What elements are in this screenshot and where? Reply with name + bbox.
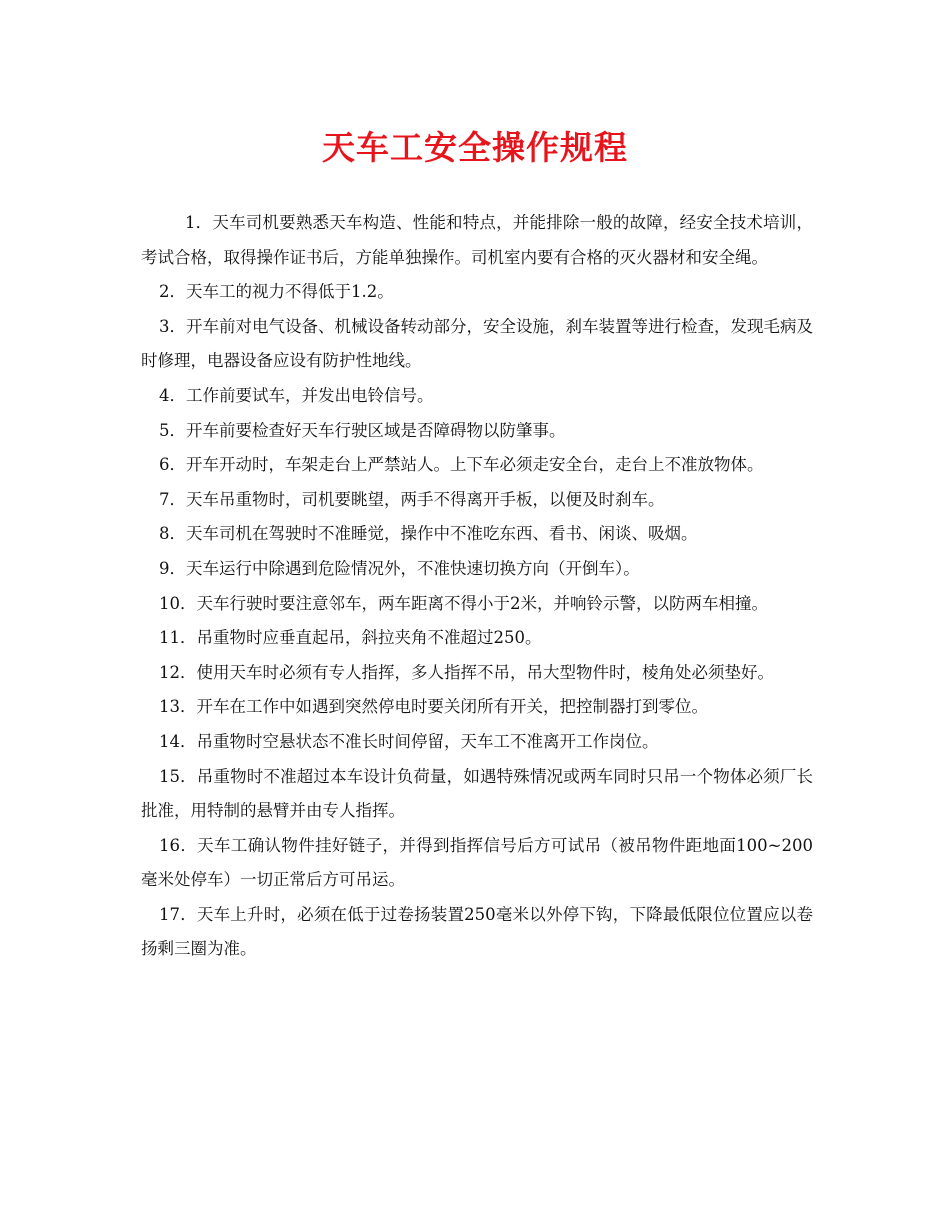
rule-paragraph-4: 4．工作前要试车，并发出电铃信号。 xyxy=(159,385,434,405)
rule-paragraph-5: 5．开车前要检查好天车行驶区域是否障碍物以防肇事。 xyxy=(159,420,566,440)
rule-paragraph-1: 1．天车司机要熟悉天车构造、性能和特点，并能排除一般的故障，经安全技术培训，考试合格，取得操作证书后，方能单独操作。司机室内要有合格的灭火器材和安全绳。 xyxy=(141,213,813,267)
rule-paragraph-10: 10．天车行驶时要注意邻车，两车距离不得小于2米，并响铃示警，以防两车相撞。 xyxy=(159,593,768,613)
rule-paragraph-6: 6．开车开动时，车架走台上严禁站人。上下车必须走安全台，走台上不准放物体。 xyxy=(159,455,764,475)
rule-paragraph-12: 12．使用天车时必须有专人指挥，多人指挥不吊，吊大型物件时，棱角处必须垫好。 xyxy=(159,662,774,682)
document-title: 天车工安全操作规程 xyxy=(322,128,628,167)
rule-paragraph-15: 15．吊重物时不准超过本车设计负荷量，如遇特殊情况或两车同时只吊一个物体必须厂长批准，用特制的悬臂并由专人指挥。 xyxy=(141,766,813,821)
rule-paragraph-2: 2．天车工的视力不得低于1.2。 xyxy=(159,282,394,302)
rule-paragraph-16: 16．天车工确认物件挂好链子，并得到指挥信号后方可试吊（被吊物件距地面100~200毫米处停车）一切正常后方可吊运。 xyxy=(141,835,813,890)
document-body xyxy=(141,206,813,967)
rule-paragraph-17: 17．天车上升时，必须在低于过卷扬装置250毫米以外停下钩，下降最低限位位置应以卷扬剩三圈为准。 xyxy=(141,904,813,959)
rule-paragraph-11: 11．吊重物时应垂直起吊，斜拉夹角不准超过250。 xyxy=(159,628,542,648)
rule-paragraph-3: 3．开车前对电气设备、机械设备转动部分，安全设施，刹车装置等进行检查，发现毛病及时修理，电器设备应设有防护性地线。 xyxy=(141,316,813,371)
rule-paragraph-13: 13．开车在工作中如遇到突然停电时要关闭所有开关，把控制器打到零位。 xyxy=(159,697,708,717)
rule-paragraph-8: 8．天车司机在驾驶时不准睡觉，操作中不准吃东西、看书、闲谈、吸烟。 xyxy=(159,524,698,544)
rule-paragraph-14: 14．吊重物时空悬状态不准长时间停留，天车工不准离开工作岗位。 xyxy=(159,731,659,751)
rule-paragraph-9: 9．天车运行中除遇到危险情况外，不准快速切换方向（开倒车）。 xyxy=(159,558,640,578)
rule-paragraph-7: 7．天车吊重物时，司机要眺望，两手不得离开手板，以便及时刹车。 xyxy=(159,489,665,509)
